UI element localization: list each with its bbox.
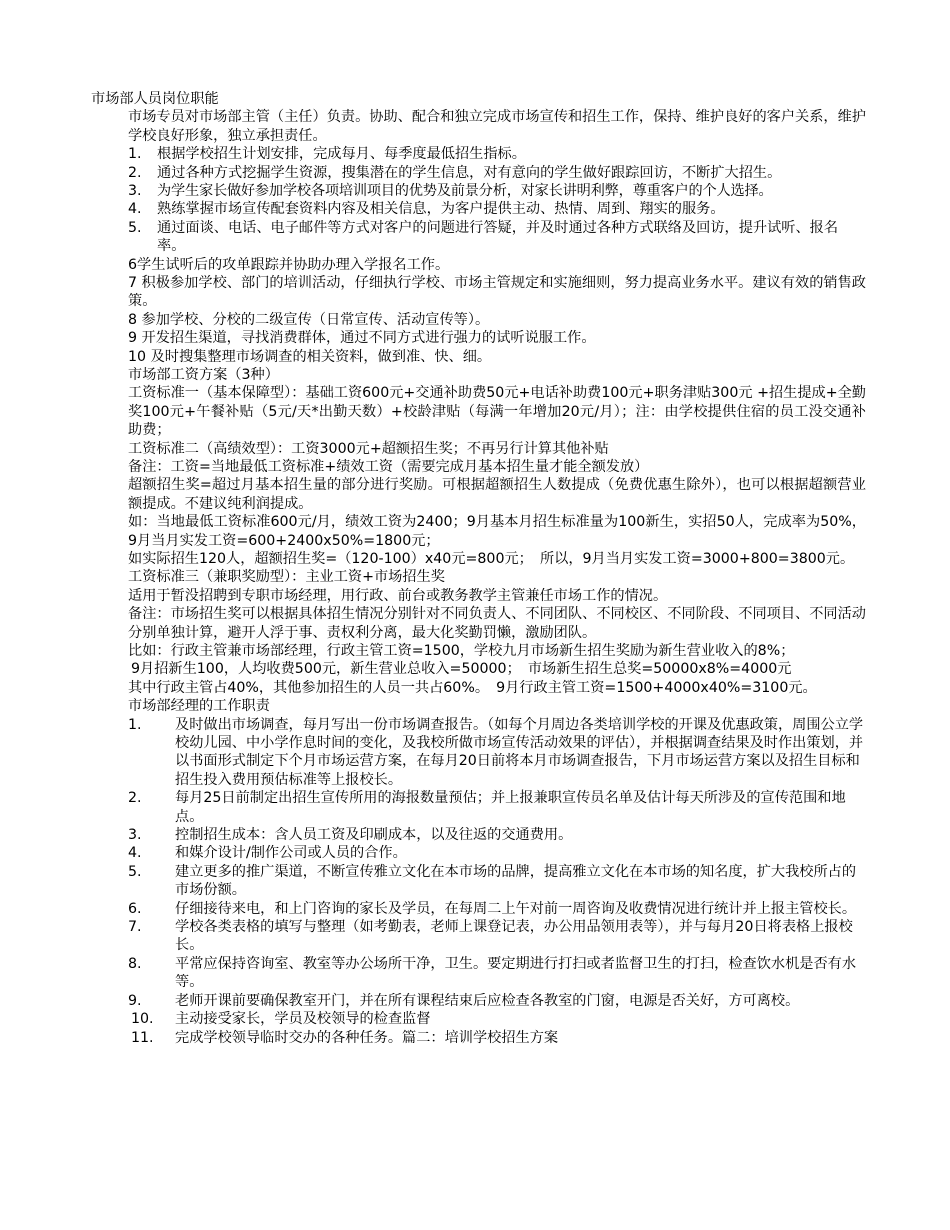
duty-text: 完成学校领导临时交办的各种任务。篇二：培训学校招生方案: [175, 1029, 559, 1046]
manager-duty-list: [91, 716, 866, 1047]
duty-item: [91, 145, 866, 163]
salary-title: 市场部工资方案（3种）: [128, 367, 279, 384]
manager-duty-item: [91, 844, 866, 862]
duty-item: [91, 219, 866, 256]
salary-standard-1: 工资标准一（基本保障型）：基础工资600元+交通补助费50元+电话补助费100元+职务津贴300元 +招生提成+全勤奖100元+午餐补贴（5元/天*出勤天数）+校龄津贴（每满一年增加20元/月）；注：由学校提供住宿的员工没交通补助费；: [128, 385, 866, 439]
salary-note-1: 备注：工资=当地最低工资标准+绩效工资（需要完成月基本招生量才能全额发放）: [128, 459, 649, 476]
manager-duty-item: [91, 716, 866, 790]
duty-text: 和媒介设计/制作公司或人员的合作。: [175, 845, 407, 862]
duty-text: 主动接受家长，学员及校领导的检查监督: [175, 1011, 431, 1028]
manager-duty-item: [91, 1029, 866, 1047]
salary-standard-3-apply: 适用于暂没招聘到专职市场经理，用行政、前台或教务教学主管兼任市场工作的情况。: [128, 587, 668, 604]
duty-number: 7.: [128, 919, 142, 936]
duty-number: 8.: [128, 955, 142, 972]
duty-text: 通过面谈、电话、电子邮件等方式对客户的问题进行答疑，并及时通过各种方式联络及回访，提升试听、报名率。: [157, 219, 839, 255]
manager-duty-item: [91, 789, 866, 826]
duty-number: 4.: [128, 201, 142, 218]
duty-text: 平常应保持咨询室、教室等办公场所干净，卫生。要定期进行打扫或者监督卫生的打扫，检查饮水机是否有水等。: [175, 955, 857, 991]
duty-number: 1.: [128, 146, 142, 163]
duty-text: 控制招生成本：含人员工资及印刷成本，以及往返的交通费用。: [175, 827, 573, 844]
duty-item: [91, 182, 866, 200]
duty-number: 5.: [128, 219, 142, 236]
example-2: 如实际招生120人，超额招生奖=（120-100）x40元=800元； 所以，9月当月实发工资=3000+800=3800元。: [128, 551, 855, 568]
september-example: 9月招新生100，人均收费500元，新生营业总收入=50000； 市场新生招生总奖=50000x8%=4000元: [131, 661, 792, 678]
duty-number: 11.: [131, 1029, 154, 1046]
item-10: 10 及时搜集整理市场调查的相关资料，做到准、快、细。: [128, 348, 492, 365]
share-example: 其中行政主管占40%，其他参加招生的人员一共占60%。 9月行政主管工资=1500+4000x40%=3100元。: [128, 679, 817, 696]
item-8: 8 参加学校、分校的二级宣传（日常宣传、活动宣传等）。: [128, 311, 490, 328]
duty-text: 建立更多的推广渠道，不断宣传雅立文化在本市场的品牌，提高雅立文化在本市场的知名度，扩大我校所占的市场份额。: [175, 863, 857, 899]
salary-standard-3: 工资标准三（兼职奖励型）：主业工资+市场招生奖: [128, 569, 445, 586]
duty-number: 2.: [128, 790, 142, 807]
duty-text: 学校各类表格的填写与整理（如考勤表，老师上课登记表，办公用品领用表等），并与每月20日将表格上报校长。: [175, 919, 853, 954]
duty-number: 3.: [128, 183, 142, 200]
manager-duty-item: [91, 1010, 866, 1028]
duty-number: 3.: [128, 827, 142, 844]
manager-duty-item: [91, 992, 866, 1010]
salary-note-2: 备注：市场招生奖可以根据具体招生情况分别针对不同负责人、不同团队、不同校区、不同阶段、不同项目、不同活动分别单独计算，避开人浮于事、责权利分离，最大化奖勤罚懒，激励团队。: [128, 606, 866, 641]
duty-item: [91, 200, 866, 218]
manager-duty-item: [91, 826, 866, 844]
manager-duty-item: [91, 900, 866, 918]
doc-title: 市场部人员岗位职能: [91, 91, 219, 107]
item-7: 7 积极参加学校、部门的培训活动，仔细执行学校、市场主管规定和实施细则，努力提高业务水平。建议有效的销售政策。: [128, 275, 866, 310]
salary-standard-2: 工资标准二（高绩效型）：工资3000元+超额招生奖；不再另行计算其他补贴: [128, 440, 609, 457]
duty-number: 4.: [128, 845, 142, 862]
duty-number: 1.: [128, 716, 142, 733]
duty-number: 9.: [128, 992, 142, 1009]
item-9: 9 开发招生渠道，寻找消费群体，通过不同方式进行强力的试听说服工作。: [128, 330, 596, 347]
manager-duty-item: [91, 955, 866, 992]
intro-paragraph: 市场专员对市场部主管（主任）负责。协助、配合和独立完成市场宣传和招生工作，保持、维护良好的客户关系，维护学校良好形象，独立承担责任。: [128, 109, 866, 144]
duty-list: [91, 145, 866, 255]
manager-duty-item: [91, 863, 866, 900]
document-body: [91, 90, 866, 1047]
duty-text: 老师开课前要确保教室开门，并在所有课程结束后应检查各教室的门窗，电源是否关好，方可离校。: [175, 992, 800, 1009]
duty-text: 及时做出市场调查，每月写出一份市场调查报告。（如每个月周边各类培训学校的开课及优惠政策，周围公立学校幼儿园、中小学作息时间的变化，及我校所做市场宣传活动效果的评估），并根据调查结果及时作出策划，并以书面形式制定下个月市场运营方案，在每月20日前将本月市场调查报告，下月市场运营方案以及招生目标和招生投入费用预估标准等上报校长。: [175, 716, 864, 788]
duty-text: 熟练掌握市场宣传配套资料内容及相关信息，为客户提供主动、热情、周到、翔实的服务。: [157, 201, 725, 218]
manager-title: 市场部经理的工作职责: [128, 698, 270, 715]
example-1: 如：当地最低工资标准600元/月，绩效工资为2400；9月基本月招生标准量为100新生，实招50人，完成率为50%，9月当月实发工资=600+2400x50%=1800元；: [128, 514, 866, 549]
duty-number: 6.: [128, 900, 142, 917]
duty-text: 通过各种方式挖掘学生资源，搜集潜在的学生信息，对有意向的学生做好跟踪回访，不断扩大招生。: [157, 164, 782, 181]
duty-number: 10.: [131, 1011, 154, 1028]
duty-text: 仔细接待来电，和上门咨询的家长及学员，在每周二上午对前一周咨询及收费情况进行统计并上报主管校长。: [175, 900, 857, 917]
duty-number: 5.: [128, 863, 142, 880]
excess-bonus-paragraph: 超额招生奖=超过月基本招生量的部分进行奖励。可根据超额招生人数提成（免费优惠生除外），也可以根据超额营业额提成。不建议纯利润提成。: [128, 477, 866, 512]
duty-item: [91, 164, 866, 182]
duty-text: 为学生家长做好参加学校各项培训项目的优势及前景分析，对家长讲明利弊，尊重客户的个人选择。: [157, 183, 773, 200]
duty-text: 每月25日前制定出招生宣传所用的海报数量预估；并上报兼职宣传员名单及估计每天所涉及的宣传范围和地点。: [175, 790, 846, 825]
compare-example: 比如：行政主管兼市场部经理，行政主管工资=1500，学校九月市场新生招生奖励为新生营业收入的8%；: [128, 643, 795, 660]
duty-number: 2.: [128, 164, 142, 181]
duty-text: 根据学校招生计划安排，完成每月、每季度最低招生指标。: [157, 146, 526, 163]
manager-duty-item: [91, 918, 866, 955]
item-6: 6学生试听后的攻单跟踪并协助办理入学报名工作。: [128, 256, 450, 273]
